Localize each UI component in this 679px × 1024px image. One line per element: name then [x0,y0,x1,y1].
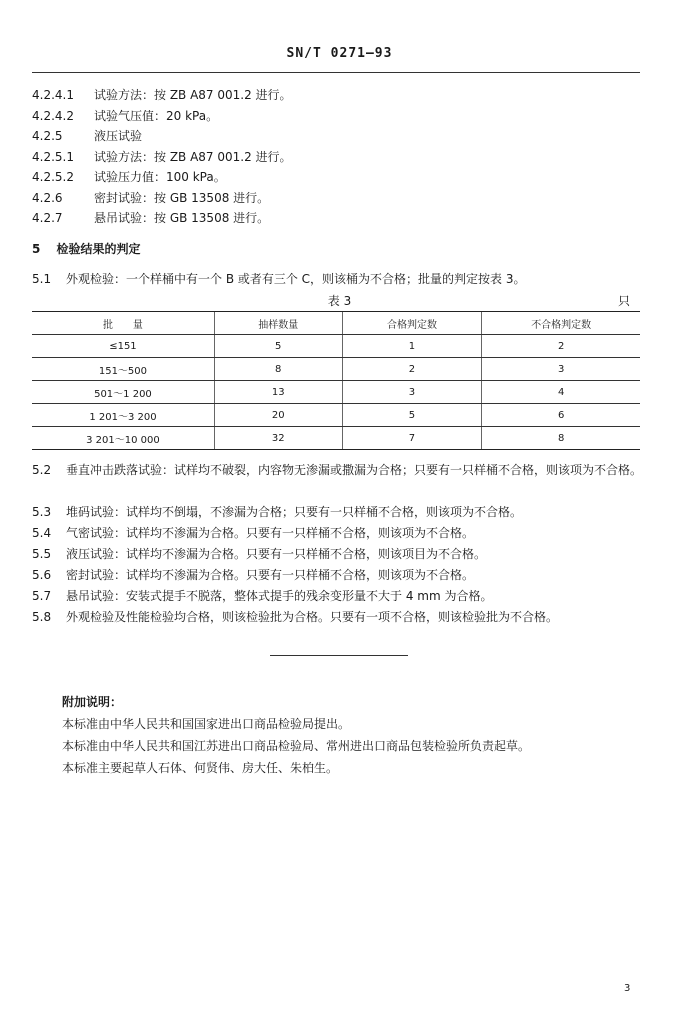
clause-number: 5.7 [32,589,52,603]
table-3 [32,311,640,450]
header-reject-number: 不合格判定数 [482,312,640,335]
cell-sample-size: 32 [214,427,342,450]
clause-text: 气密试验：试样均不渗漏为合格。只要有一只样桶不合格，则该项为不合格。 [66,526,475,540]
clause-5-2 [32,460,642,480]
clause-text: 垂直冲击跌落试验：试样均不破裂，内容物无渗漏或撒漏为合格；只要有一只样桶不合格，则该项为不合格。 [66,463,643,477]
notes-line: 本标准由中华人民共和国江苏进出口商品检验局、常州进出口商品包装检验所负责起草。 [62,739,531,753]
cell-sample-size: 5 [214,335,342,358]
clause-text: 密封试验：按 GB 13508 进行。 [94,191,270,205]
clause-number: 5.5 [32,547,52,561]
cell-batch: 501～1 200 [32,381,214,404]
table-row [32,358,640,381]
clause-4-2-5 [32,129,143,143]
clause-number: 4.2.5 [32,129,63,143]
clause-text: 堆码试验：试样均不倒塌，不渗漏为合格；只要有一只样桶不合格，则该项为不合格。 [66,505,523,519]
clause-number: 5.1 [32,272,52,286]
clause-number: 5.6 [32,568,52,582]
clause-number: 4.2.5.1 [32,150,74,164]
clause-5-3 [32,502,642,522]
cell-batch: ≤151 [32,335,214,358]
cell-reject-number: 8 [482,427,640,450]
clause-text: 密封试验：试样均不渗漏为合格。只要有一只样桶不合格，则该项为不合格。 [66,568,475,582]
clause-4-2-5-1 [32,150,292,164]
notes-line: 本标准主要起草人石体、何贤伟、房大任、朱柏生。 [62,761,339,775]
cell-sample-size: 8 [214,358,342,381]
table-3-unit: 只 [618,294,631,308]
clause-4-2-4-2 [32,109,219,123]
header-rule [32,72,640,73]
end-separator [270,655,408,656]
table-3-caption: 表 3 [327,294,352,308]
cell-batch: 1 201～3 200 [32,404,214,427]
cell-reject-number: 3 [482,358,640,381]
cell-sample-size: 13 [214,381,342,404]
clause-number: 4.2.6 [32,191,63,205]
clause-number: 5.8 [32,610,52,624]
clause-4-2-5-2 [32,170,226,184]
clause-4-2-4-1 [32,88,292,102]
cell-batch: 3 201～10 000 [32,427,214,450]
clause-number: 5.4 [32,526,52,540]
clause-text: 悬吊试验：按 GB 13508 进行。 [94,211,270,225]
clause-text: 液压试验：试样均不渗漏为合格。只要有一只样桶不合格，则该项目为不合格。 [66,547,487,561]
clause-text: 试验压力值：100 kPa。 [94,170,226,184]
section-5-heading [32,240,141,257]
clause-text: 试验气压值：20 kPa。 [94,109,219,123]
header-batch: 批 量 [32,312,214,335]
clause-number: 4.2.5.2 [32,170,74,184]
cell-sample-size: 20 [214,404,342,427]
cell-batch: 151～500 [32,358,214,381]
clause-number: 4.2.7 [32,211,63,225]
standard-code-header: SN/T 0271—93 [286,46,393,61]
clause-4-2-6 [32,191,270,205]
table-row [32,335,640,358]
cell-reject-number: 4 [482,381,640,404]
clause-number: 4.2.4.1 [32,88,74,102]
page-number: 3 [624,983,631,994]
clause-number: 4.2.4.2 [32,109,74,123]
clause-text: 液压试验 [94,129,143,143]
table-row [32,404,640,427]
clause-4-2-7 [32,211,270,225]
cell-reject-number: 2 [482,335,640,358]
header-accept-number: 合格判定数 [342,312,482,335]
clause-number: 5.3 [32,505,52,519]
cell-accept-number: 3 [342,381,482,404]
table-header-row [32,312,640,335]
header-sample-size: 抽样数量 [214,312,342,335]
section-title: 检验结果的判定 [56,242,141,256]
cell-reject-number: 6 [482,404,640,427]
cell-accept-number: 5 [342,404,482,427]
clause-text: 外观检验及性能检验均合格，则该检验批为合格。只要有一项不合格，则该检验批为不合格。 [66,610,559,624]
cell-accept-number: 2 [342,358,482,381]
clause-5-4 [32,523,642,543]
clause-5-8 [32,607,642,627]
clause-text: 悬吊试验：安装式提手不脱落，整体式提手的残余变形量不大于 4 mm 为合格。 [66,589,493,603]
notes-line: 本标准由中华人民共和国国家进出口商品检验局提出。 [62,717,351,731]
clause-5-6 [32,565,642,585]
clause-5-5 [32,544,642,564]
table-row [32,427,640,450]
clause-text: 外观检验：一个样桶中有一个 B 或者有三个 C，则该桶为不合格；批量的判定按表 3。 [66,272,526,286]
clause-text: 试验方法：按 ZB A87 001.2 进行。 [94,150,292,164]
section-number: 5 [32,242,41,256]
notes-title: 附加说明： [62,695,123,709]
table-row [32,381,640,404]
cell-accept-number: 7 [342,427,482,450]
clause-text: 试验方法：按 ZB A87 001.2 进行。 [94,88,292,102]
clause-number: 5.2 [32,463,52,477]
clause-5-7 [32,586,642,606]
clause-5-1 [32,272,526,286]
cell-accept-number: 1 [342,335,482,358]
